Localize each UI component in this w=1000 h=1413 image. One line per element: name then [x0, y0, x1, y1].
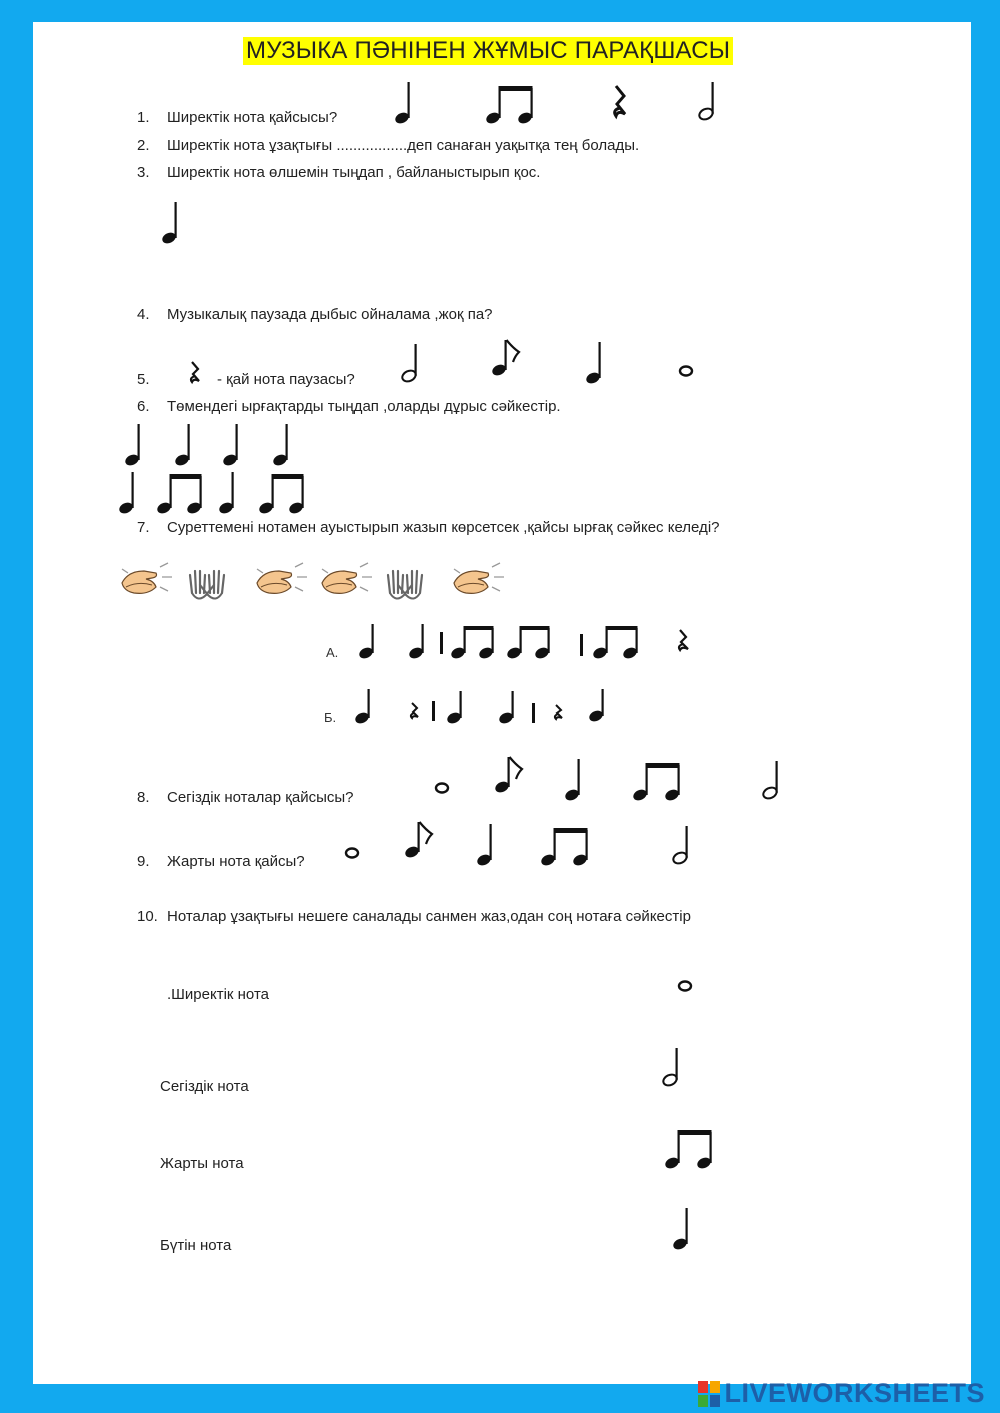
match-note-column	[650, 970, 730, 1260]
clap-hands-icon	[257, 563, 307, 593]
question-1: 1. Ширектік нота қайсысы?	[137, 109, 338, 126]
rhythm-row-1[interactable]	[124, 424, 289, 467]
eighth-note-pair-icon[interactable]	[664, 1130, 713, 1170]
half-note-icon[interactable]	[401, 344, 418, 383]
option-b-label: Б.	[324, 710, 337, 725]
quarter-note-icon[interactable]	[585, 342, 602, 385]
quarter-note-icon[interactable]	[672, 1208, 689, 1251]
clap-hands-icon	[322, 563, 372, 593]
quarter-note-icon[interactable]	[155, 200, 195, 250]
question-8: 8. Сегіздік ноталар қайсысы?	[137, 789, 354, 806]
question-2: 2. Ширектік нота ұзақтығы .................деп санаған уақытқа тең болады.	[137, 137, 640, 154]
quarter-note-icon[interactable]	[394, 82, 411, 125]
question-9: 9. Жарты нота қайсы?	[137, 853, 305, 870]
clap-hands-icon	[122, 563, 172, 593]
half-note-icon[interactable]	[662, 1048, 679, 1087]
quarter-note-icon[interactable]	[564, 759, 581, 802]
eighth-note-icon[interactable]	[491, 340, 519, 377]
whole-note-icon[interactable]	[436, 784, 448, 793]
match-label-eighth: Сегіздік нота	[160, 1078, 249, 1095]
option-a-rhythm[interactable]	[350, 620, 710, 665]
quarter-rest-icon	[185, 360, 205, 384]
question-7: 7. Суреттемені нотамен ауыстырып жазып көрсетсек ,қайсы ырғақ сәйкес келеді?	[137, 519, 720, 536]
q1-note-options	[380, 80, 740, 130]
match-label-quarter: .Ширектік нота	[167, 986, 269, 1003]
half-note-icon[interactable]	[698, 82, 715, 121]
rhythm-row-2[interactable]	[118, 472, 305, 515]
match-label-half: Жарты нота	[160, 1155, 244, 1172]
clap-hands-icon	[454, 563, 504, 593]
eighth-note-pair-icon[interactable]	[632, 763, 681, 802]
liveworksheets-logo-icon	[698, 1381, 720, 1407]
question-6: 6. Төмендегі ырғақтарды тыңдап ,оларды дұрыс сәйкестір.	[137, 398, 561, 415]
eighth-note-icon[interactable]	[494, 757, 522, 794]
half-note-icon[interactable]	[672, 826, 689, 865]
liveworksheets-brand: LIVEWORKSHEETS	[724, 1378, 985, 1408]
quarter-note-icon[interactable]	[476, 824, 493, 867]
eighth-note-pair-icon[interactable]	[540, 828, 589, 867]
half-note-icon[interactable]	[762, 761, 779, 800]
open-hands-icon	[388, 571, 422, 599]
question-3: 3. Ширектік нота өлшемін тыңдап , байланыстырып қос.	[137, 164, 541, 181]
liveworksheets-footer[interactable]	[698, 1378, 985, 1410]
question-4: 4. Музыкалық паузада дыбыс ойналама ,жоқ па?	[137, 306, 493, 323]
rhythm-patterns	[120, 420, 320, 515]
eighth-note-pair-icon[interactable]	[485, 86, 534, 125]
clapping-hands-row	[118, 557, 513, 605]
quarter-rest-icon[interactable]	[615, 86, 625, 116]
match-label-whole: Бүтін нота	[160, 1237, 232, 1254]
eighth-note-icon[interactable]	[404, 822, 432, 859]
option-b-rhythm[interactable]	[350, 685, 630, 730]
q8-note-options	[430, 755, 790, 805]
open-hands-icon	[190, 571, 224, 599]
question-10: 10. Ноталар ұзақтығы нешеге саналады санмен жаз,одан соң нотаға сәйкестір	[137, 908, 691, 925]
whole-note-icon[interactable]	[679, 982, 691, 991]
question-5: 5. - қай нота паузасы?	[137, 371, 355, 388]
option-a-label: А.	[326, 645, 339, 660]
q5-note-options	[395, 338, 705, 388]
page-title: МУЗЫКА ПӘНІНЕН ЖҰМЫС ПАРАҚШАСЫ	[243, 37, 733, 65]
q9-note-options	[340, 820, 700, 870]
whole-note-icon[interactable]	[680, 367, 692, 376]
whole-note-icon[interactable]	[346, 849, 358, 858]
